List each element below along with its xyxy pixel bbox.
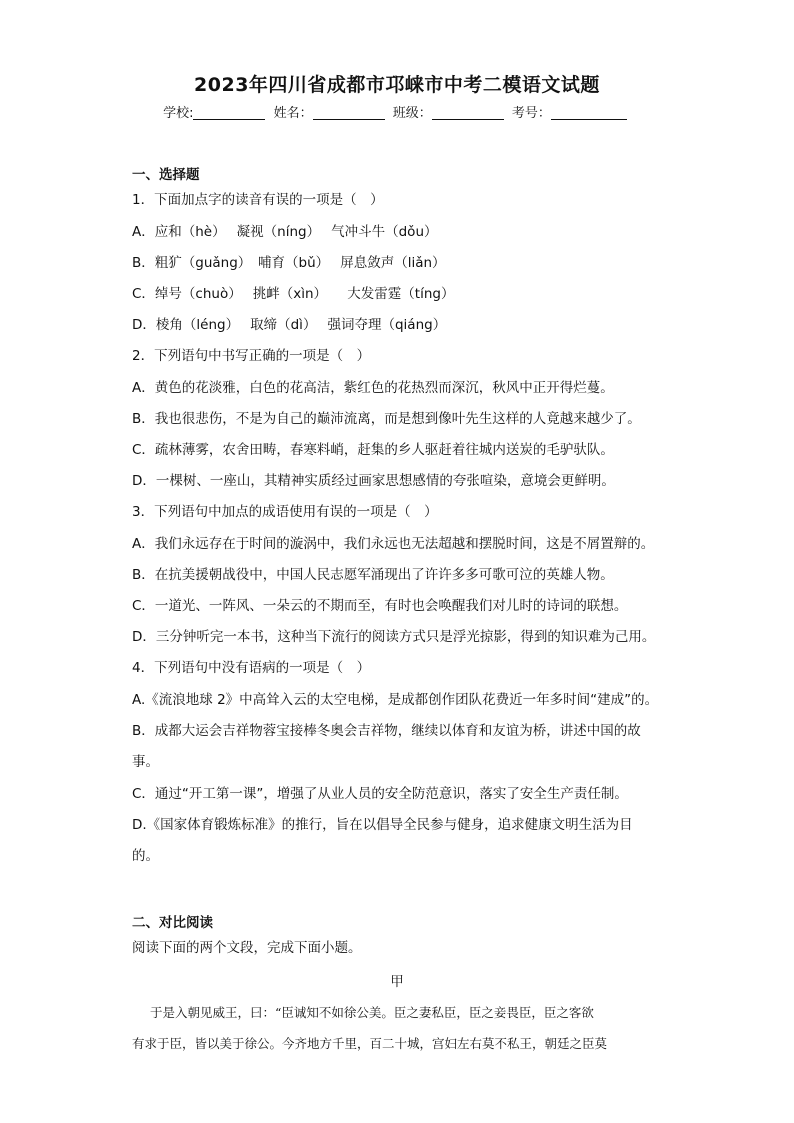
school-label: 学校: — [163, 106, 194, 121]
option-a: A．黄色的花淡雅，白色的花高洁，紫红色的花热烈而深沉，秋风中正开得烂蔓。 — [132, 380, 614, 396]
question-stem: 1．下面加点字的读音有误的一项是（ ） — [132, 192, 384, 208]
section-heading: 二、对比阅读 — [132, 915, 213, 931]
name-blank[interactable] — [313, 105, 385, 120]
question-stem: 4．下列语句中没有语病的一项是（ ） — [132, 660, 371, 676]
class-label: 班级： — [392, 106, 432, 121]
passage-text-line: 有求于臣，皆以美于徐公。今齐地方千里，百二十城，宫妇左右莫不私王，朝廷之臣莫 — [132, 1036, 608, 1051]
reading-instruction: 阅读下面的两个文段，完成下面小题。 — [132, 940, 362, 956]
option-c: C．通过“开工第一课”，增强了从业人员的安全防范意识，落实了安全生产责任制。 — [132, 786, 628, 802]
option-c: C．绰号（chuò） 挑衅（xìn） 大发雷霆（tíng） — [132, 286, 455, 302]
option-c: C．一道光、一阵风、一朵云的不期而至，有时也会唤醒我们对儿时的诗词的联想。 — [132, 598, 628, 614]
page-title: 2023年四川省成都市邛崃市中考二模语文试题 — [194, 74, 600, 96]
passage-label: 甲 — [390, 974, 404, 990]
option-b: B．成都大运会吉祥物蓉宝接棒冬奥会吉祥物，继续以体育和友谊为桥，讲述中国的故 — [132, 723, 641, 739]
option-c: C．疏林薄雾，农舍田畴，春寒料峭，赶集的乡人驱赶着往城内送炭的毛驴驮队。 — [132, 442, 614, 458]
option-b-continued: 事。 — [132, 754, 159, 770]
option-d: D.《国家体育锻炼标准》的推行，旨在以倡导全民参与健身，追求健康文明生活为目 — [132, 817, 633, 833]
exam-no-blank[interactable] — [551, 105, 627, 120]
option-d-continued: 的。 — [132, 848, 159, 864]
option-b: B．在抗美援朝战役中，中国人民志愿军涌现出了许许多多可歌可泣的英雄人物。 — [132, 567, 614, 583]
option-b: B．粗犷（guǎng） 哺育（bǔ） 屏息敛声（liǎn） — [132, 255, 446, 271]
exam-no-label: 考号： — [511, 106, 551, 121]
question-stem: 2．下列语句中书写正确的一项是（ ） — [132, 348, 371, 364]
section-heading: 一、选择题 — [132, 167, 200, 183]
option-a: A.《流浪地球 2》中高耸入云的太空电梯，是成都创作团队花费近一年多时间“建成”的。 — [132, 692, 659, 708]
option-d: D．一棵树、一座山，其精神实质经过画家思想感情的夸张喧染，意境会更鲜明。 — [132, 473, 615, 489]
option-d: D．棱角（léng） 取缔（dì） 强词夺理（qiáng） — [132, 317, 447, 333]
option-d: D．三分钟听完一本书，这种当下流行的阅读方式只是浮光掠影，得到的知识难为己用。 — [132, 629, 656, 645]
class-blank[interactable] — [432, 105, 504, 120]
name-label: 姓名： — [273, 106, 313, 121]
student-info-line — [0, 102, 794, 121]
question-stem: 3．下列语句中加点的成语使用有误的一项是（ ） — [132, 504, 438, 520]
passage-text-line: 于是入朝见威王，曰：“臣诚知不如徐公美。臣之妻私臣，臣之妾畏臣，臣之客欲 — [150, 1005, 594, 1020]
school-blank[interactable] — [193, 105, 265, 120]
option-b: B．我也很悲伤，不是为自己的巅沛流离，而是想到像叶先生这样的人竟越来越少了。 — [132, 411, 641, 427]
option-a: A．应和（hè） 凝视（níng） 气冲斗牛（dǒu） — [132, 224, 438, 240]
option-a: A．我们永远存在于时间的漩涡中，我们永远也无法超越和摆脱时间，这是不屑置辩的。 — [132, 536, 655, 552]
